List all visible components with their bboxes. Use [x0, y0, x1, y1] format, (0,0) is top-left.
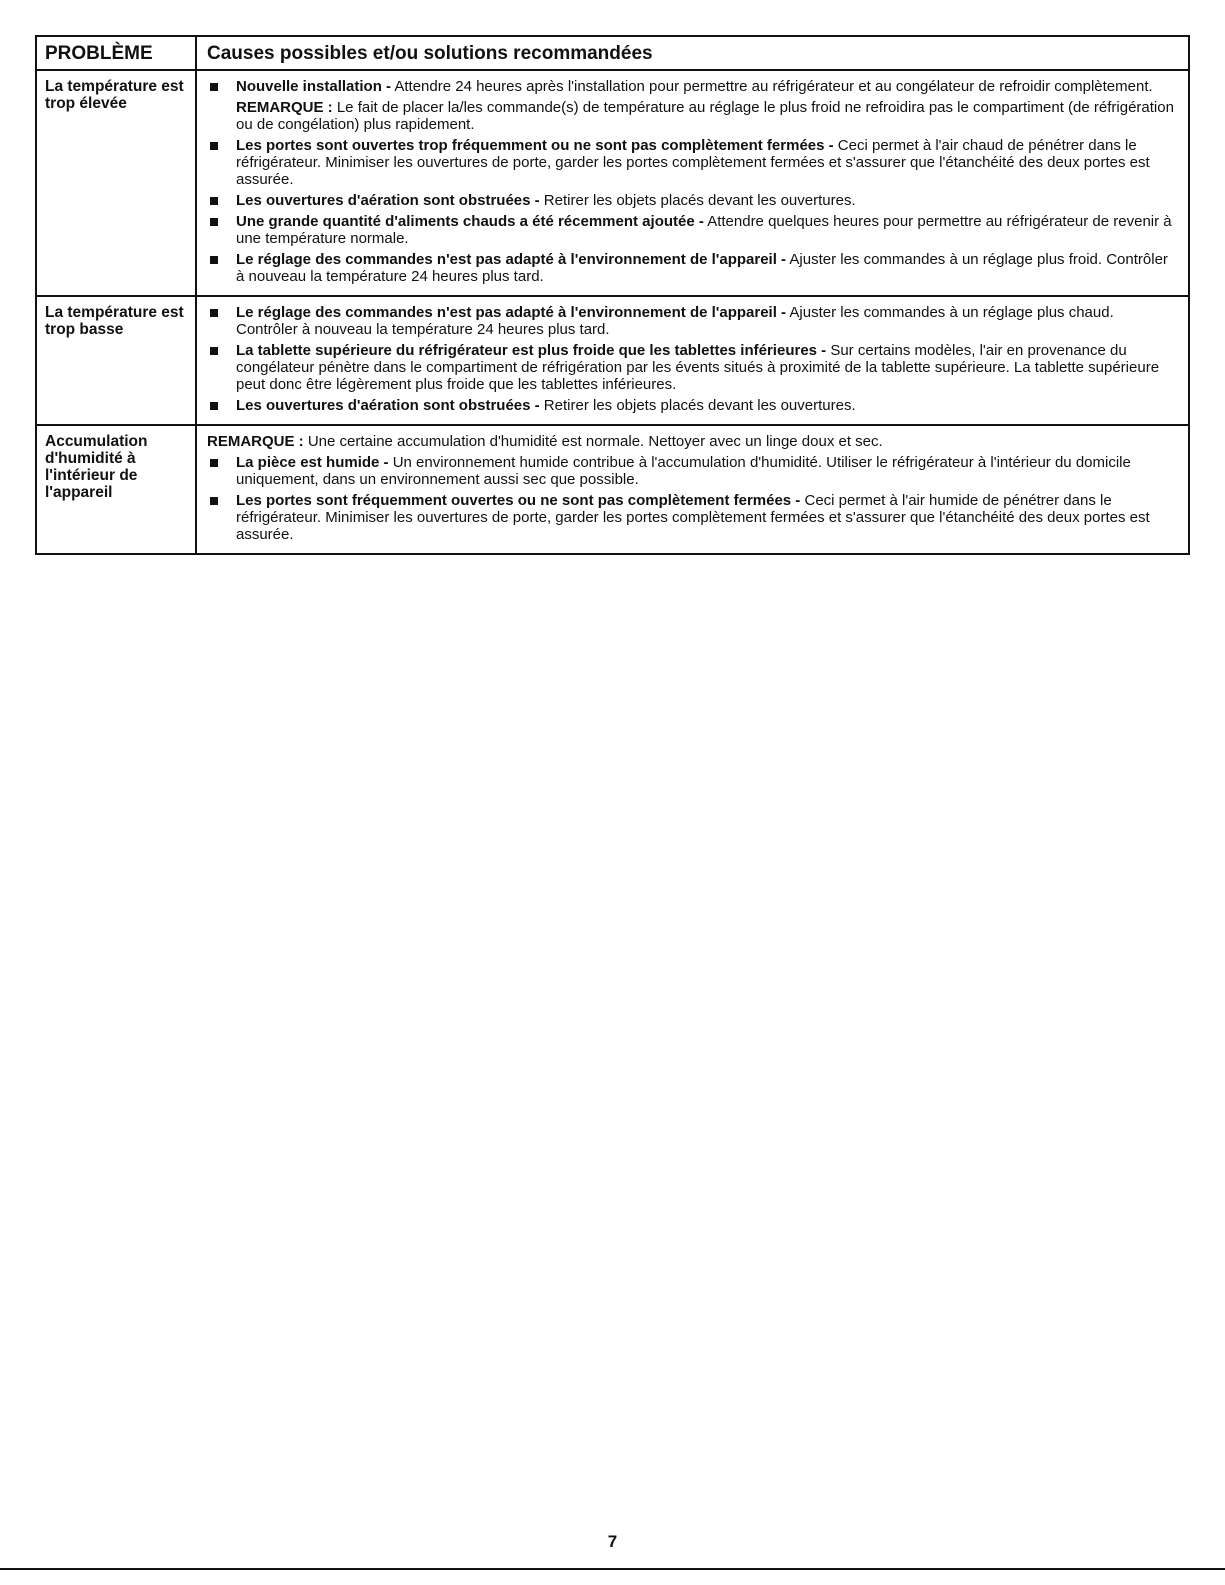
item-text: Sur certains modèles, l'air en provenance du congélateur pénètre dans le compartiment de réfrigération par les évents situés à proximité de la tablette supérieure. La tablette supérieure peut donc être légèrement plus froide que les tablettes inférieures.	[236, 342, 1160, 393]
bottom-rule	[0, 1568, 1225, 1570]
item-heading: Les portes sont ouvertes trop fréquemment ou ne sont pas complètement fermées -	[236, 137, 834, 154]
list-item	[207, 78, 1178, 95]
item-text: Attendre quelques heures pour permettre au réfrigérateur de revenir à une température normale.	[236, 213, 1172, 247]
problem-column-header: PROBLÈME	[36, 36, 196, 70]
table-row	[36, 296, 1189, 425]
troubleshooting-table	[35, 35, 1190, 555]
note-text: Le fait de placer la/les commande(s) de température au réglage le plus froid ne refroidira pas le compartiment (de réfrigération ou de congélation) plus rapidement.	[236, 99, 1174, 133]
note-text: Une certaine accumulation d'humidité est normale. Nettoyer avec un linge doux et sec.	[303, 433, 883, 450]
problem-cell: Accumulation d'humidité à l'intérieur de l'appareil	[36, 425, 196, 554]
item-heading: Le réglage des commandes n'est pas adapté à l'environnement de l'appareil -	[236, 251, 787, 268]
item-text: Ajuster les commandes à un réglage plus chaud. Contrôler à nouveau la température 24 heures plus tard.	[236, 304, 1114, 338]
list-item	[207, 304, 1178, 338]
item-heading: Les portes sont fréquemment ouvertes ou ne sont pas complètement fermées -	[236, 492, 801, 509]
solutions-cell	[196, 425, 1189, 554]
square-bullet-icon	[210, 402, 218, 410]
square-bullet-icon	[210, 142, 218, 150]
list-item	[207, 251, 1178, 285]
list-item	[207, 192, 1178, 209]
item-heading: Le réglage des commandes n'est pas adapté à l'environnement de l'appareil -	[236, 304, 787, 321]
item-heading: Nouvelle installation -	[236, 78, 392, 95]
list-item	[207, 397, 1178, 414]
table-header-row	[36, 36, 1189, 70]
list-item	[207, 213, 1178, 247]
solutions-cell	[196, 296, 1189, 425]
note	[236, 99, 1178, 133]
item-heading: Les ouvertures d'aération sont obstruées -	[236, 192, 540, 209]
item-text: Ceci permet à l'air humide de pénétrer dans le réfrigérateur. Minimiser les ouvertures de porte, garder les portes complètement fermées et s'assurer que l'étanchéité des deux portes est assurée.	[236, 492, 1150, 543]
square-bullet-icon	[210, 309, 218, 317]
item-text: Attendre 24 heures après l'installation pour permettre au réfrigérateur et au congélateur de refroidir complètement.	[391, 78, 1153, 95]
item-text: Un environnement humide contribue à l'accumulation d'humidité. Utiliser le réfrigérateur à l'intérieur du domicile uniquement, dans un environnement aussi sec que possible.	[236, 454, 1131, 488]
square-bullet-icon	[210, 197, 218, 205]
square-bullet-icon	[210, 497, 218, 505]
item-heading: Une grande quantité d'aliments chauds a été récemment ajoutée -	[236, 213, 704, 230]
note-label: REMARQUE :	[236, 99, 333, 116]
square-bullet-icon	[210, 83, 218, 91]
square-bullet-icon	[210, 256, 218, 264]
page-number: 7	[607, 1532, 618, 1551]
square-bullet-icon	[210, 347, 218, 355]
square-bullet-icon	[210, 459, 218, 467]
solutions-column-header: Causes possibles et/ou solutions recommandées	[196, 36, 1189, 70]
table-row	[36, 425, 1189, 554]
item-heading: Les ouvertures d'aération sont obstruées -	[236, 397, 540, 414]
list-item	[207, 342, 1178, 393]
item-heading: La tablette supérieure du réfrigérateur est plus froide que les tablettes inférieures -	[236, 342, 827, 359]
problem-cell: La température est trop élevée	[36, 70, 196, 296]
item-text: Ceci permet à l'air chaud de pénétrer dans le réfrigérateur. Minimiser les ouvertures de porte, garder les portes complètement fermées et s'assurer que l'étanchéité des deux portes est assurée.	[236, 137, 1150, 188]
problem-cell: La température est trop basse	[36, 296, 196, 425]
item-text: Retirer les objets placés devant les ouvertures.	[539, 397, 856, 414]
item-text: Retirer les objets placés devant les ouvertures.	[539, 192, 856, 209]
list-item	[207, 137, 1178, 188]
item-heading: La pièce est humide -	[236, 454, 389, 471]
note	[207, 433, 1178, 450]
item-text: Ajuster les commandes à un réglage plus froid. Contrôler à nouveau la température 24 heures plus tard.	[236, 251, 1168, 285]
square-bullet-icon	[210, 218, 218, 226]
note-label: REMARQUE :	[207, 433, 304, 450]
table-row	[36, 70, 1189, 296]
list-item	[207, 492, 1178, 543]
solutions-cell	[196, 70, 1189, 296]
list-item	[207, 454, 1178, 488]
